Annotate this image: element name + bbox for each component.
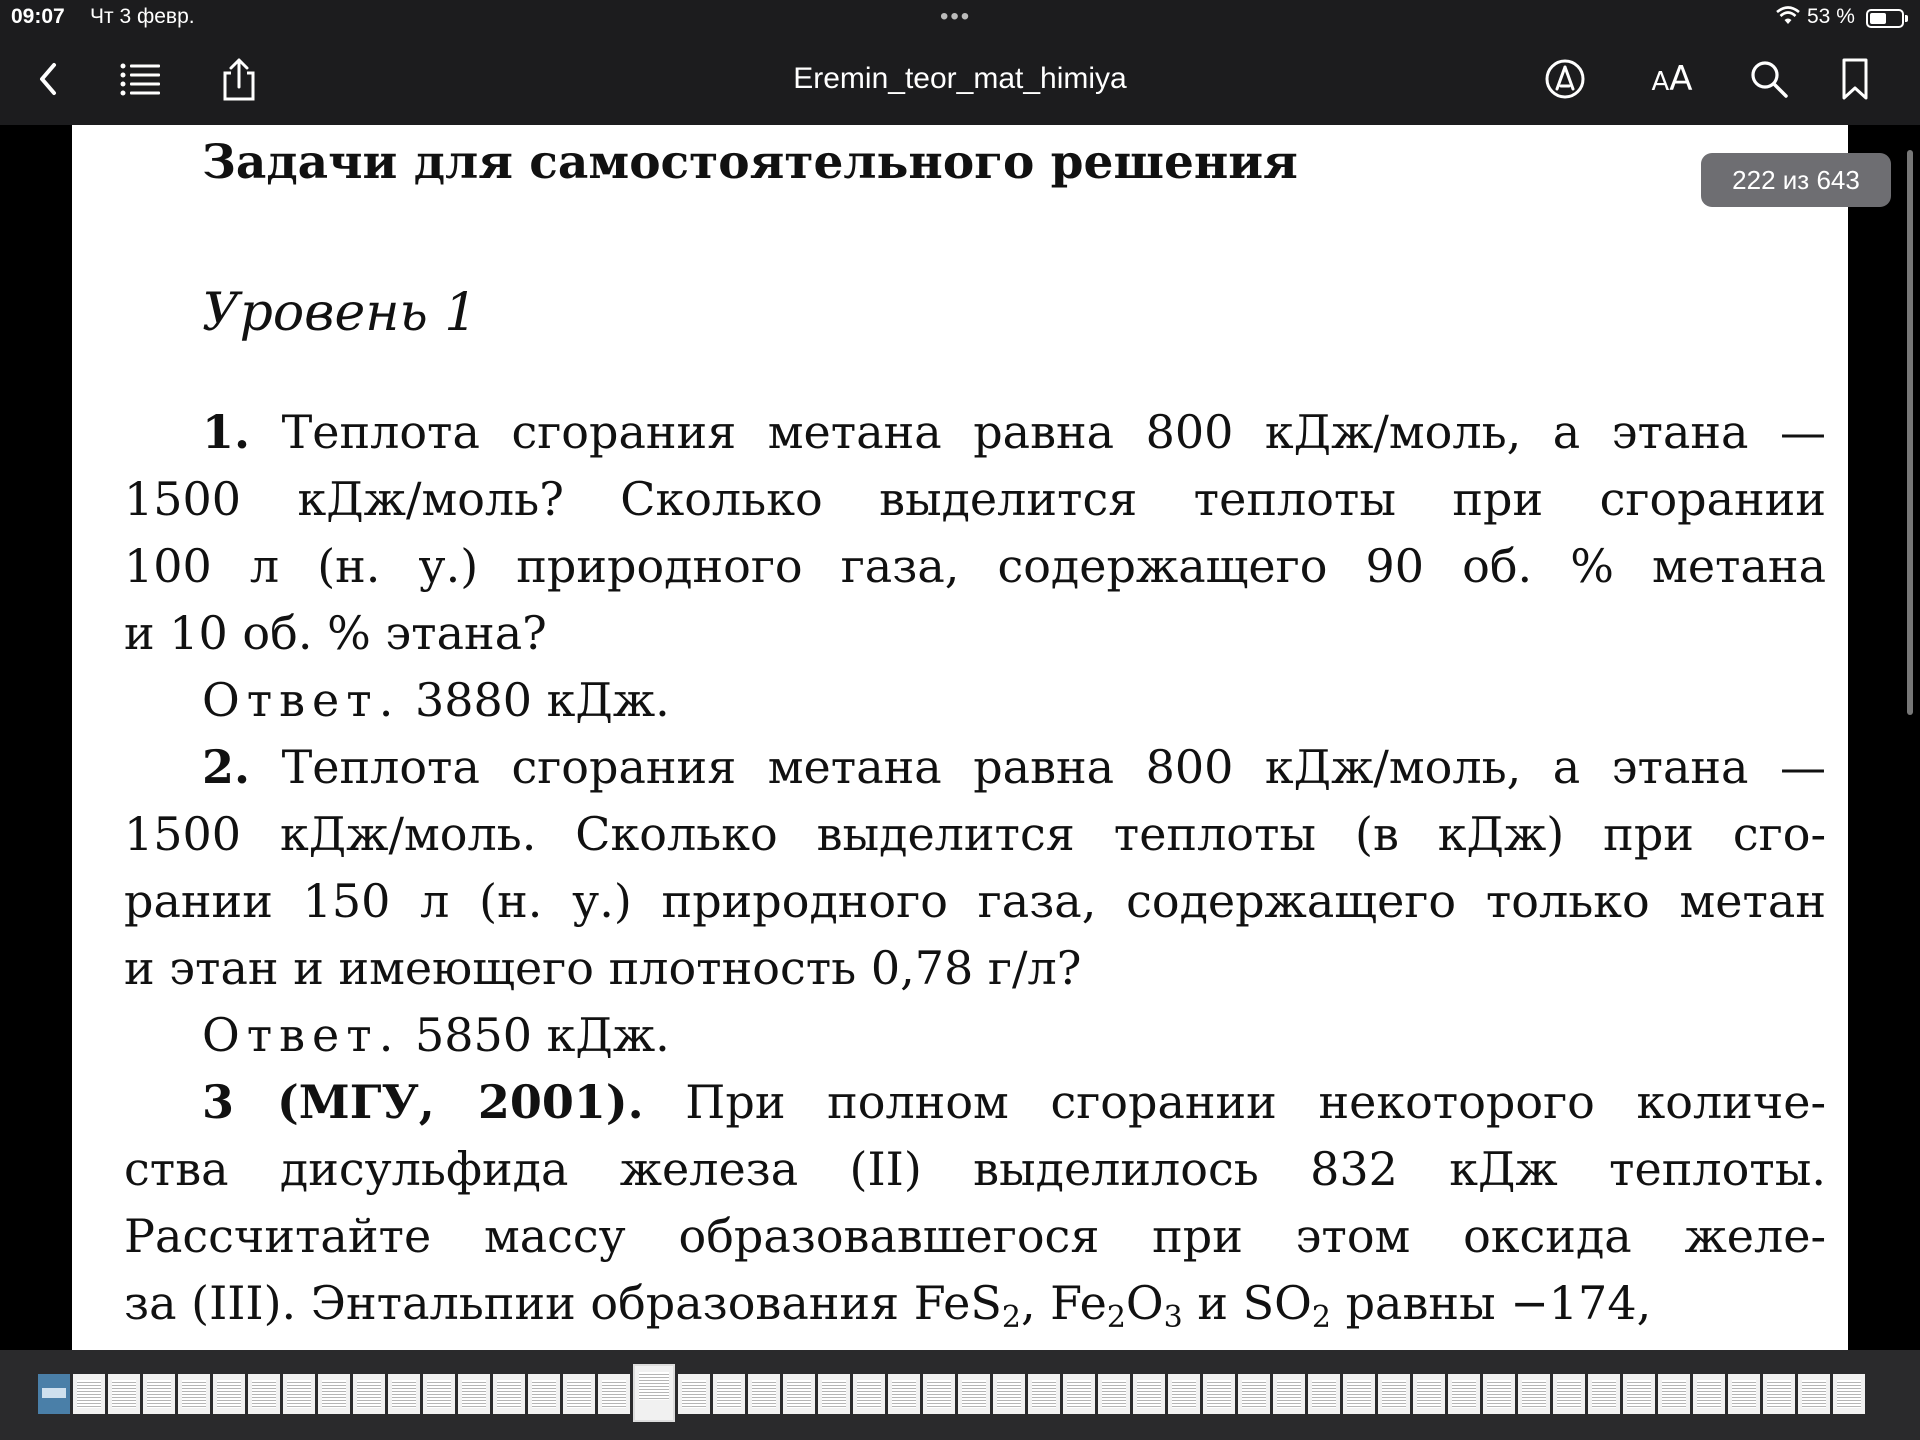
page-thumbnail[interactable] (248, 1374, 280, 1414)
page-thumbnail[interactable] (1623, 1374, 1655, 1414)
page-thumbnail[interactable] (563, 1374, 595, 1414)
multitasking-dots-icon[interactable]: ••• (940, 3, 972, 30)
problem-1-line-1 (202, 399, 1826, 466)
problem-2-line-1 (202, 734, 1826, 801)
page-thumbnail[interactable] (748, 1374, 780, 1414)
subscript: 2 (1001, 1300, 1021, 1335)
page-thumbnail[interactable] (213, 1374, 245, 1414)
thumbnail-strip[interactable] (0, 1350, 1920, 1440)
problem-3-line-3: Рассчитайте массу образовавшегося при этом оксида желе- (124, 1209, 1826, 1263)
text-size-icon: AA (1651, 59, 1693, 99)
page-thumbnail[interactable] (1098, 1374, 1130, 1414)
answer-1-label: Ответ. (202, 673, 401, 727)
page-thumbnail[interactable] (923, 1374, 955, 1414)
page-thumbnail[interactable] (283, 1374, 315, 1414)
page-thumbnail[interactable] (1588, 1374, 1620, 1414)
search-icon (1749, 59, 1789, 99)
subscript: 2 (1106, 1300, 1126, 1335)
back-icon (34, 59, 64, 99)
page-thumbnail[interactable] (318, 1374, 350, 1414)
page-thumbnail[interactable] (143, 1374, 175, 1414)
bookmark-button[interactable] (1830, 54, 1880, 104)
page-thumbnail[interactable] (108, 1374, 140, 1414)
problem-3-line-2: ства дисульфида железа (II) выделилось 832 кДж теплоты. (124, 1142, 1826, 1196)
share-button[interactable] (214, 54, 264, 104)
scrollbar[interactable] (1907, 150, 1913, 715)
page-thumbnail[interactable] (353, 1374, 385, 1414)
table-of-contents-button[interactable] (116, 54, 166, 104)
page-thumbnail[interactable] (1273, 1374, 1305, 1414)
page-thumbnail[interactable] (1203, 1374, 1235, 1414)
page-thumbnail[interactable] (1833, 1374, 1865, 1414)
share-icon (221, 57, 257, 101)
subscript: 3 (1163, 1300, 1183, 1335)
page-thumbnail[interactable] (528, 1374, 560, 1414)
answer-2-value: 5850 кДж. (414, 1008, 670, 1062)
page-thumbnail[interactable] (1518, 1374, 1550, 1414)
thumbnail-list (38, 1374, 1865, 1422)
problem-1-number: 1. (202, 405, 251, 459)
battery-fill (1870, 13, 1886, 24)
problem-2-text: Теплота сгорания метана равна 800 кДж/моль, а этана — (281, 740, 1826, 794)
page-thumbnail[interactable] (1063, 1374, 1095, 1414)
problem-3-text: При полном сгорании некоторого количе- (685, 1075, 1826, 1129)
page-thumbnail[interactable] (958, 1374, 990, 1414)
markup-icon (1544, 58, 1586, 100)
page-thumbnail[interactable] (178, 1374, 210, 1414)
subscript: 2 (1311, 1300, 1331, 1335)
problem-1-line-4: и 10 об. % этана? (124, 606, 547, 660)
page-thumbnail[interactable] (458, 1374, 490, 1414)
problem-1-line-2: 1500 кДж/моль? Сколько выделится теплоты при сгорании (124, 472, 1826, 526)
text-run: равны −174, (1330, 1276, 1652, 1330)
page-thumbnail[interactable] (1693, 1374, 1725, 1414)
text-size-button[interactable] (1642, 54, 1702, 104)
page-thumbnail[interactable] (1798, 1374, 1830, 1414)
page-thumbnail[interactable] (73, 1374, 105, 1414)
page-indicator: 222 из 643 (1701, 153, 1891, 207)
page-thumbnail[interactable] (38, 1374, 70, 1414)
reader-toolbar (0, 36, 1920, 125)
page-thumbnail[interactable] (493, 1374, 525, 1414)
page-thumbnail[interactable] (388, 1374, 420, 1414)
wifi-icon (1776, 6, 1800, 32)
search-button[interactable] (1744, 54, 1794, 104)
problem-2-line-4: и этан и имеющего плотность 0,78 г/л? (124, 941, 1082, 995)
list-icon (119, 62, 163, 96)
page-thumbnail[interactable] (1483, 1374, 1515, 1414)
section-heading: Задачи для самостоятельного решения (202, 135, 1298, 190)
page-thumbnail[interactable] (888, 1374, 920, 1414)
battery-icon (1866, 9, 1904, 28)
page-thumbnail[interactable] (1133, 1374, 1165, 1414)
status-time: 09:07 (11, 5, 65, 28)
problem-3-number: 3 (МГУ, 2001). (202, 1075, 644, 1129)
document-page[interactable] (72, 125, 1848, 1350)
page-thumbnail[interactable] (1028, 1374, 1060, 1414)
page-thumbnail[interactable] (1413, 1374, 1445, 1414)
problem-1-text: Теплота сгорания метана равна 800 кДж/моль, а этана — (281, 405, 1826, 459)
text-run: O (1125, 1276, 1164, 1330)
answer-2-label: Ответ. (202, 1008, 401, 1062)
document-title: Eremin_teor_mat_himiya (793, 62, 1127, 95)
page-thumbnail[interactable] (853, 1374, 885, 1414)
answer-1 (202, 667, 1826, 734)
status-bar (0, 0, 1920, 36)
problem-1-line-3: 100 л (н. у.) природного газа, содержащего 90 об. % метана (124, 539, 1826, 593)
answer-2 (202, 1002, 1826, 1069)
page-thumbnail[interactable] (1763, 1374, 1795, 1414)
problem-3-line-1 (202, 1069, 1826, 1136)
bookmark-icon (1840, 57, 1870, 101)
text-run: и SO (1182, 1276, 1312, 1330)
page-thumbnail[interactable] (423, 1374, 455, 1414)
page-thumbnail[interactable] (1553, 1374, 1585, 1414)
page-thumbnail[interactable] (783, 1374, 815, 1414)
page-thumbnail[interactable] (1658, 1374, 1690, 1414)
page-thumbnail[interactable] (1728, 1374, 1760, 1414)
page-thumbnail[interactable] (1238, 1374, 1270, 1414)
problem-3-line-4 (124, 1270, 1826, 1337)
problem-2-number: 2. (202, 740, 251, 794)
battery-percentage: 53 % (1807, 5, 1855, 28)
level-heading: Уровень 1 (202, 283, 478, 343)
page-thumbnail[interactable] (1343, 1374, 1375, 1414)
page-thumbnail[interactable] (1168, 1374, 1200, 1414)
problem-2-line-3: рании 150 л (н. у.) природного газа, содержащего только метан (124, 874, 1826, 928)
page-thumbnail[interactable] (1448, 1374, 1480, 1414)
page-thumbnail[interactable] (713, 1374, 745, 1414)
page-thumbnail[interactable] (1378, 1374, 1410, 1414)
page-thumbnail[interactable] (1308, 1374, 1340, 1414)
status-date: Чт 3 февр. (90, 5, 195, 28)
current-page-thumbnail[interactable] (633, 1364, 675, 1422)
problem-2-line-2: 1500 кДж/моль. Сколько выделится теплоты (в кДж) при сго- (124, 807, 1826, 861)
text-run: , Fe (1020, 1276, 1107, 1330)
page-thumbnail[interactable] (993, 1374, 1025, 1414)
page-thumbnail[interactable] (598, 1374, 630, 1414)
page-thumbnail[interactable] (678, 1374, 710, 1414)
text-run: за (III). Энтальпии образования FeS (124, 1276, 1002, 1330)
answer-1-value: 3880 кДж. (414, 673, 670, 727)
back-button[interactable] (24, 54, 74, 104)
markup-button[interactable] (1540, 54, 1590, 104)
page-thumbnail[interactable] (818, 1374, 850, 1414)
